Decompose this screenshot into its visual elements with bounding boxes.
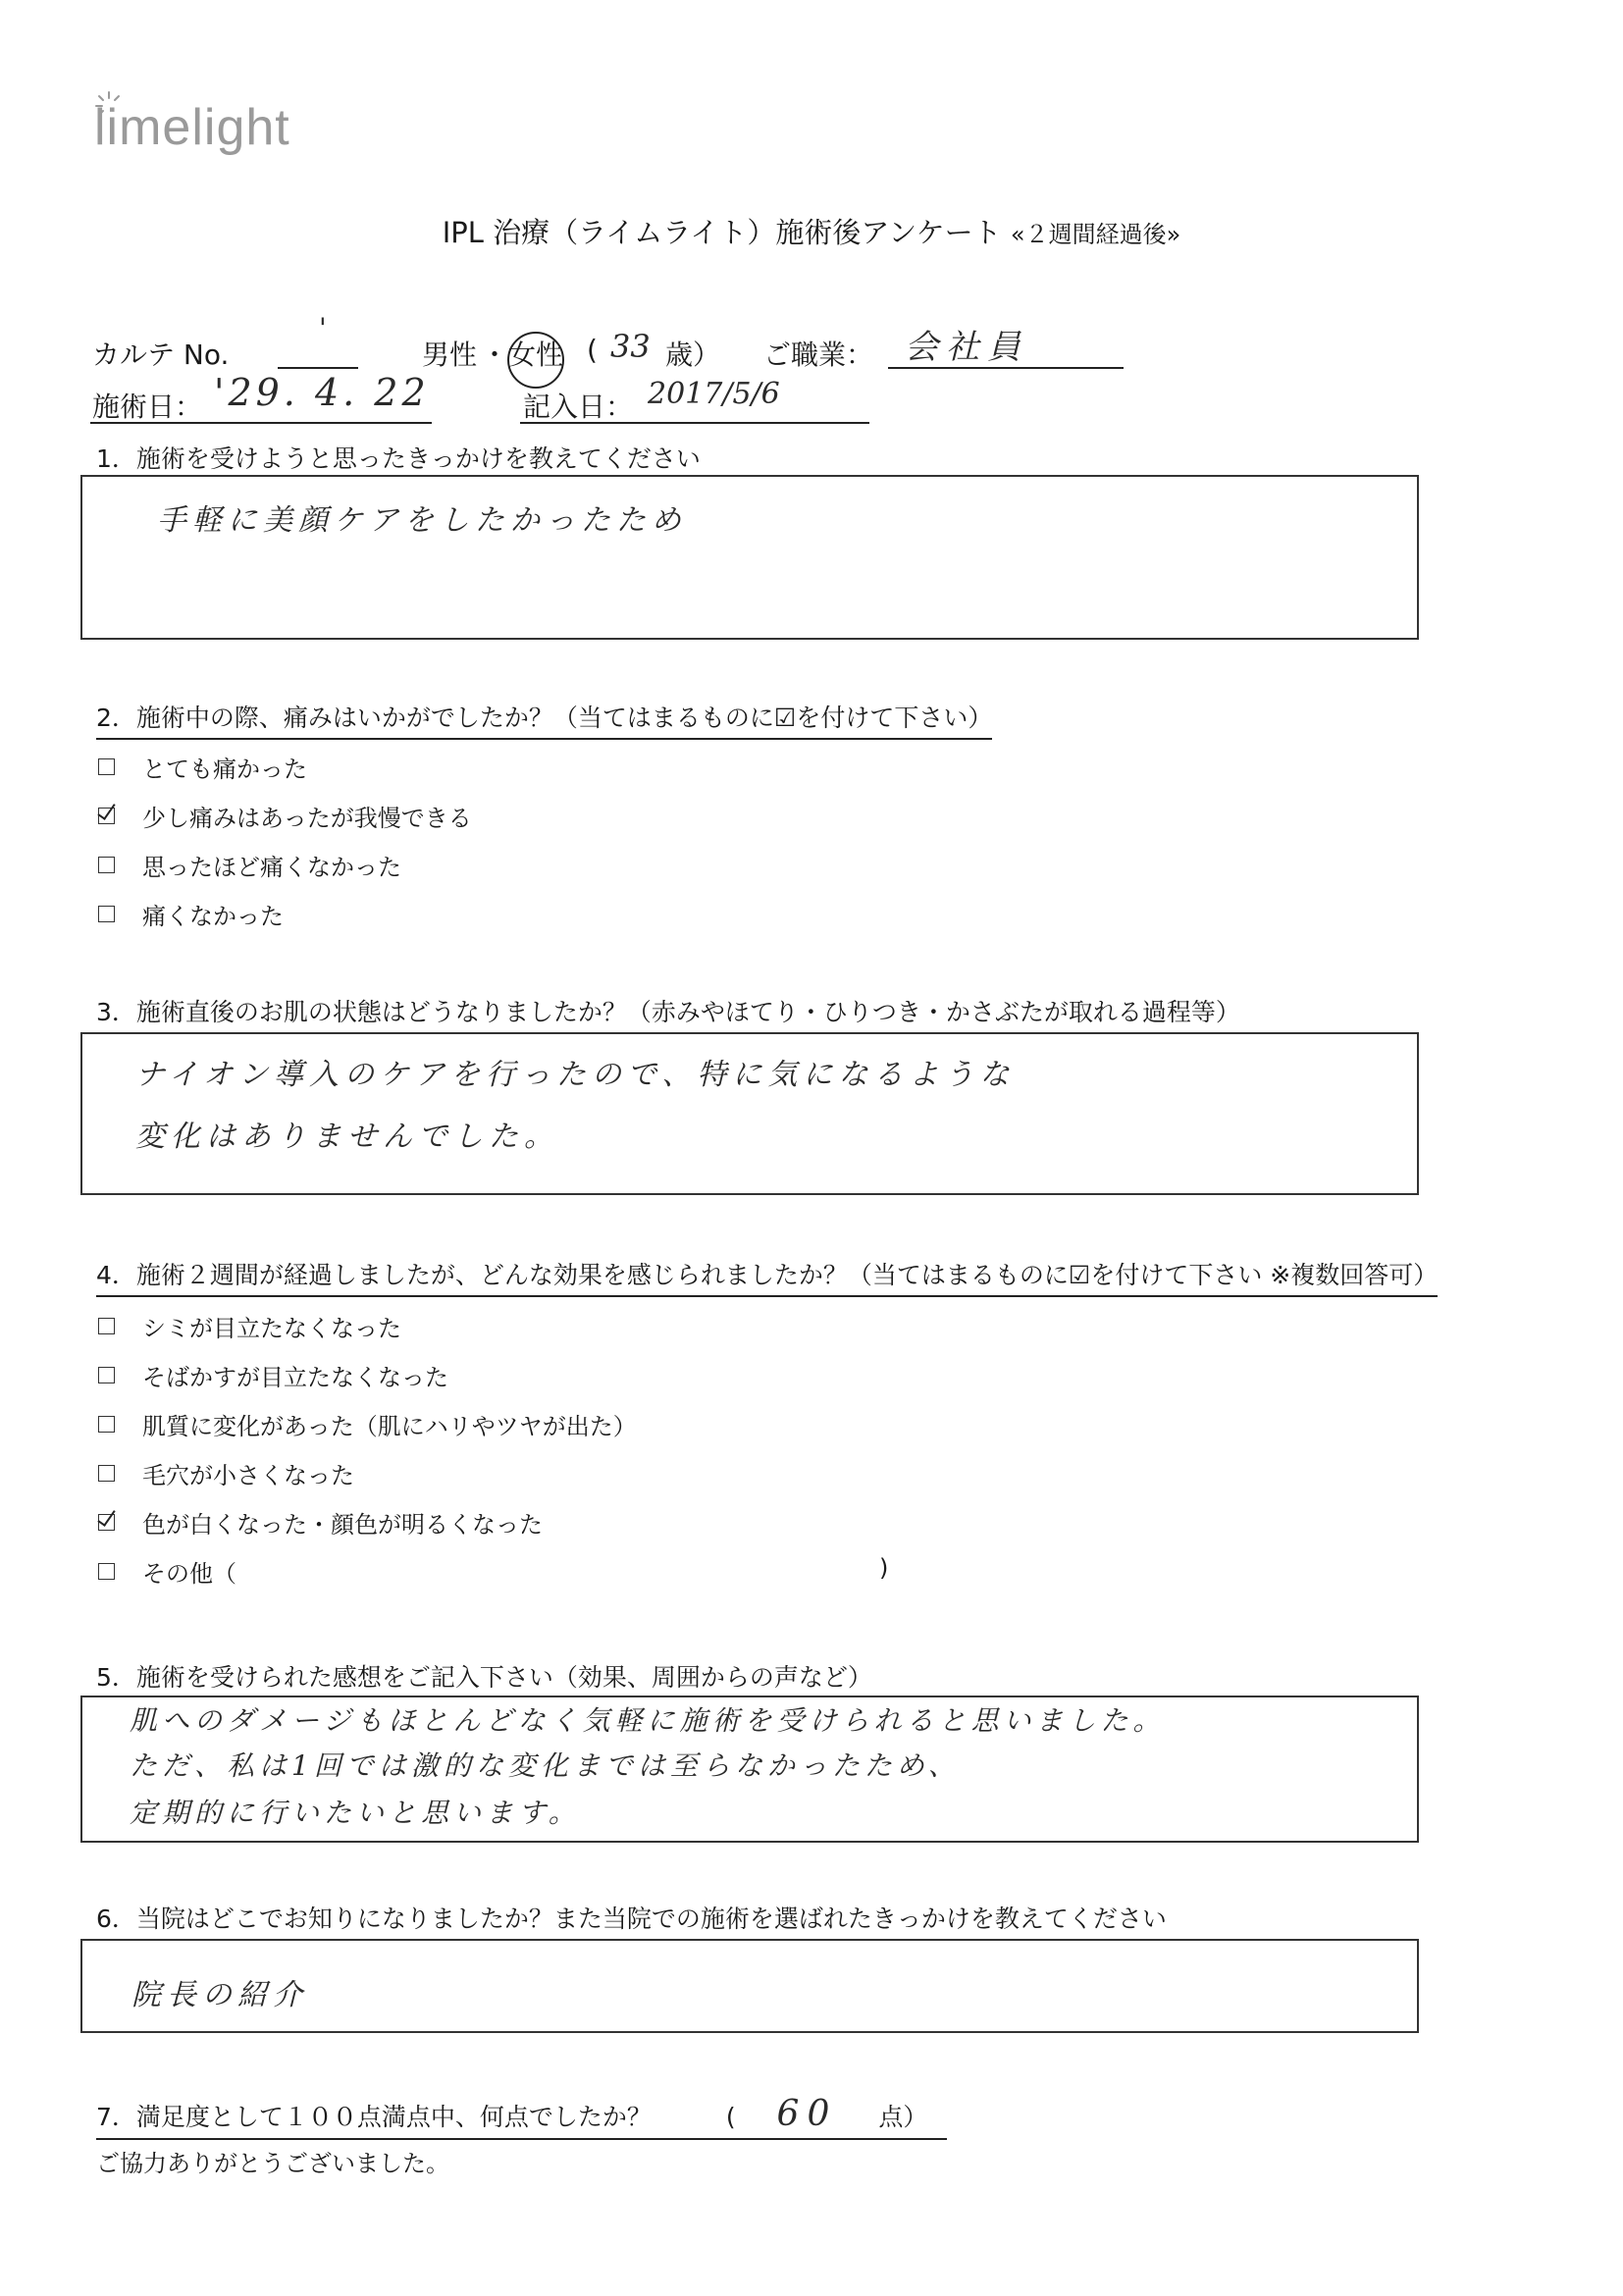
question-1-answer: 手軽に美顔ケアをしたかったため bbox=[157, 503, 687, 538]
q2-option-label: 痛くなかった bbox=[142, 903, 284, 930]
question-7-text: 7．満足度として１００点満点中、何点でしたか？ bbox=[96, 2103, 652, 2131]
q4-checkbox-4[interactable] bbox=[98, 1514, 115, 1531]
q2-option-label: とても痛かった bbox=[142, 756, 307, 783]
question-6-answer: 院長の紹介 bbox=[131, 1978, 308, 2012]
q2-checkbox-2[interactable] bbox=[98, 857, 115, 873]
entry-date-value: 2017/5/6 bbox=[648, 377, 780, 411]
karte-label: カルテ No. bbox=[92, 339, 230, 371]
q2-option-label: 少し痛みはあったが我慢できる bbox=[142, 805, 472, 832]
age-value: 33 bbox=[610, 328, 651, 365]
entry-date-underline bbox=[520, 422, 869, 424]
selected-gender-circle bbox=[507, 332, 564, 389]
q4-option-3 bbox=[98, 1456, 354, 1490]
treatment-date-value: '29. 4. 22 bbox=[214, 371, 430, 414]
question-4-label: 4．施術２週間が経過しましたが、どんな効果を感じられましたか？（当てはまるものに☑を付けて下さい ※複数回答可） bbox=[96, 1256, 1438, 1297]
q4-checkbox-1[interactable] bbox=[98, 1367, 115, 1383]
gender-male: 男性 bbox=[422, 339, 478, 371]
age-close: 歳） bbox=[665, 339, 721, 371]
question-3-answer-line-1: ナイオン導入のケアを行ったので、特に気になるような bbox=[135, 1058, 1016, 1092]
q4-option-label: 毛穴が小さくなった bbox=[142, 1462, 354, 1489]
q7-score-unit: 点） bbox=[878, 2103, 928, 2131]
occupation-label: ご職業： bbox=[763, 339, 874, 371]
question-3-label: 3．施術直後のお肌の状態はどうなりましたか？（赤みやほてり・ひりつき・かさぶたが取れる過程等） bbox=[96, 993, 1240, 1034]
question-5-label: 5．施術を受けられた感想をご記入下さい（効果、周囲からの声など） bbox=[96, 1663, 872, 1692]
q4-option-label: その他（ bbox=[142, 1560, 236, 1588]
q2-checkbox-0[interactable] bbox=[98, 758, 115, 775]
treatment-date-label: 施術日： bbox=[92, 391, 203, 423]
q4-option-4 bbox=[98, 1505, 543, 1539]
thanks-message: ご協力ありがとうございました。 bbox=[96, 2150, 449, 2177]
treatment-date-underline bbox=[90, 422, 432, 424]
page-title bbox=[0, 211, 1623, 251]
q2-checkbox-1[interactable] bbox=[98, 808, 115, 824]
question-3-answer-line-2: 変化はありませんでした。 bbox=[135, 1120, 559, 1154]
q4-option-label: そばかすが目立たなくなった bbox=[142, 1364, 448, 1391]
q4-option-5 bbox=[98, 1554, 236, 1589]
question-6-label: 6．当院はどこでお知りになりましたか？また当院での施術を選ばれたきっかけを教えてください bbox=[96, 1905, 1167, 1933]
q2-checkbox-3[interactable] bbox=[98, 906, 115, 922]
q2-option-3 bbox=[98, 897, 284, 931]
q4-option-0 bbox=[98, 1309, 401, 1343]
brand-logo: limelight bbox=[94, 99, 290, 156]
question-2-label: 2．施術中の際、痛みはいかがでしたか？（当てはまるものに☑を付けて下さい） bbox=[96, 699, 992, 740]
question-5-answer-line-3: 定期的に行いたいと思います。 bbox=[130, 1797, 581, 1829]
occupation-value: 会社員 bbox=[905, 328, 1028, 367]
question-5-answer-line-1: 肌へのダメージもほとんどなく気軽に施術を受けられると思いました。 bbox=[130, 1704, 1166, 1737]
q4-option-2 bbox=[98, 1407, 637, 1441]
q4-other-close: ) bbox=[879, 1554, 889, 1582]
karte-underline bbox=[278, 367, 358, 369]
q4-checkbox-5[interactable] bbox=[98, 1563, 115, 1580]
q4-option-label: 肌質に変化があった（肌にハリやツヤが出た） bbox=[142, 1413, 637, 1440]
question-1-label: 1．施術を受けようと思ったきっかけを教えてください bbox=[96, 444, 701, 473]
q4-checkbox-2[interactable] bbox=[98, 1416, 115, 1433]
q2-option-2 bbox=[98, 848, 401, 882]
q7-score-open: ( bbox=[725, 2103, 736, 2131]
entry-date-label: 記入日： bbox=[523, 391, 634, 423]
gender-female: 女性 bbox=[508, 339, 564, 371]
title-sub: «２週間経過後» bbox=[1010, 221, 1181, 248]
occupation-underline bbox=[888, 367, 1124, 369]
gender-sep: ・ bbox=[481, 339, 509, 371]
age-open: ( bbox=[587, 334, 598, 366]
q7-score-value: 60 bbox=[776, 2094, 838, 2134]
q2-option-1 bbox=[98, 799, 472, 833]
q4-checkbox-3[interactable] bbox=[98, 1465, 115, 1482]
q2-option-label: 思ったほど痛くなかった bbox=[142, 854, 401, 881]
question-5-answer-line-2: ただ、私は1回では激的な変化までは至らなかったため、 bbox=[130, 1749, 961, 1782]
q4-option-label: 色が白くなった・顔色が明るくなった bbox=[142, 1511, 543, 1539]
q4-option-label: シミが目立たなくなった bbox=[142, 1315, 401, 1342]
q2-option-0 bbox=[98, 750, 307, 784]
karte-value: ' bbox=[319, 312, 327, 344]
question-7-label bbox=[96, 2094, 947, 2140]
q4-option-1 bbox=[98, 1358, 448, 1392]
q4-checkbox-0[interactable] bbox=[98, 1318, 115, 1334]
title-main: IPL 治療（ライムライト）施術後アンケート bbox=[442, 216, 1002, 249]
